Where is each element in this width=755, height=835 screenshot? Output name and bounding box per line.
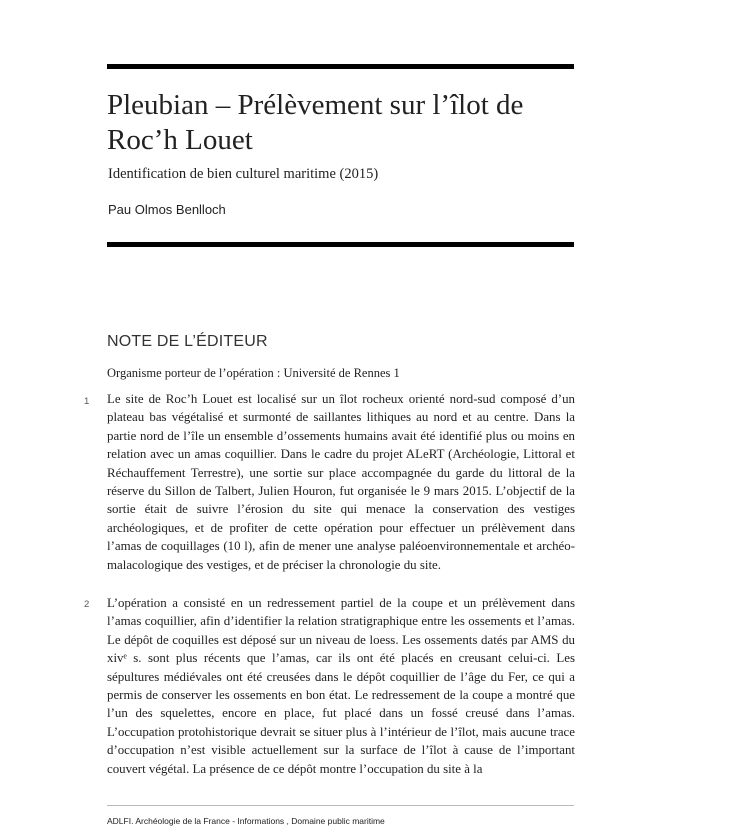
editor-note-heading: NOTE DE L’ÉDITEUR bbox=[107, 333, 268, 350]
paragraph-text: Le site de Roc’h Louet est localisé sur un îlot rocheux orienté nord-sud composé d’un plateau bas végétalisé et surmonté de saillantes lithiques au nord et au centre. Dans la partie nord de l’île un ensemble d’ossements humains avait été identifié plus ou moins en relation avec un amas coquillier. Dans le cadre du projet ALeRT (Archéologie, Littoral et Réchauffement Terrestre), une sortie sur place accompagnée du garde du littoral de la réserve du Sillon de Talbert, Julien Houron, fut organisée le 9 mars 2015. L’objectif de la sortie était de suivre l’érosion du site qui menace la conservation des vestiges archéologiques, et de profiter de cette opération pour effectuer un prélèvement dans l’amas de coquillages (10 l), afin de mener une analyse paléoenvironnementale et archéo-malacologique des vestiges, et de préciser la chronologie du site. bbox=[107, 392, 575, 572]
article-subtitle: Identification de bien culturel maritime (2015) bbox=[108, 166, 379, 182]
article-author[interactable]: Pau Olmos Benlloch bbox=[108, 202, 226, 217]
footer-divider bbox=[107, 805, 574, 806]
paragraph-text: L’opération a consisté en un redressement partiel de la coupe et un prélèvement dans l’amas coquillier, afin d’identifier la relation stratigraphique entre les ossements et l’amas. Le dépôt de coquilles est déposé sur un niveau de loess. Les ossements datés par AMS du xivᵉ s. sont plus récents que l’amas, car ils ont été placés en creusant celui-ci. Les sépultures médiévales ont été creusées dans le dépôt coquillier de l’âge du Fer, ce qui a permis de conserver les ossements en bon état. Le redressement de la coupe a montré que l’un des squelettes, encore en place, fut placé dans un fossé creusé dans l’amas. L’occupation protohistorique devrait se situer plus à l’intérieur de l’îlot, mais aucune trace d’occupation n’est visible actuellement sur la surface de l’îlot à cause de l’important couvert végétal. La présence de ce dépôt montre l’occupation du site à la bbox=[107, 596, 575, 776]
header-rule-bottom bbox=[107, 242, 574, 247]
footer-citation: ADLFI. Archéologie de la France - Informations , Domaine public maritime bbox=[107, 816, 385, 826]
article-title: Pleubian – Prélèvement sur l’îlot de Roc’h Louet bbox=[107, 89, 524, 156]
paragraph-number: 2 bbox=[84, 599, 90, 610]
organization-line: Organisme porteur de l’opération : Université de Rennes 1 bbox=[107, 366, 400, 380]
paragraph-number: 1 bbox=[84, 396, 90, 407]
header-rule-top bbox=[107, 64, 574, 69]
